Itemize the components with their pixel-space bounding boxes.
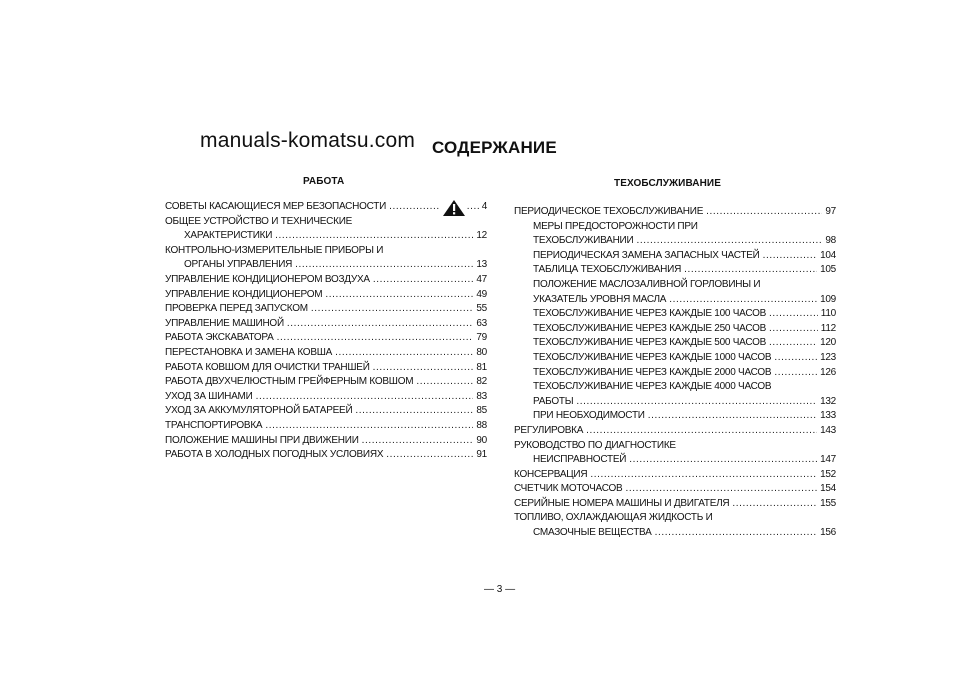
toc-entry-title: НЕИСПРАВНОСТЕЙ xyxy=(533,454,627,466)
toc-entry-page: 126 xyxy=(820,366,836,378)
watermark: manuals-komatsu.com xyxy=(200,129,416,152)
toc-entry[interactable] xyxy=(165,317,487,332)
dot-leader xyxy=(295,258,473,273)
toc-entry-title: ТЕХОБСЛУЖИВАНИЕ ЧЕРЕЗ КАЖДЫЕ 2000 ЧАСОВ xyxy=(533,366,772,378)
toc-entry-page: 110 xyxy=(820,308,836,320)
toc-entry-page: 81 xyxy=(476,361,487,373)
toc-entry[interactable] xyxy=(514,351,836,366)
toc-entry-title: КОНСЕРВАЦИЯ xyxy=(514,468,588,480)
toc-entry-title: ПЕРЕСТАНОВКА И ЗАМЕНА КОВША xyxy=(165,346,333,358)
toc-entry-page: 97 xyxy=(825,206,836,217)
toc-entry-title: УХОД ЗА АККУМУЛЯТОРНОЙ БАТАРЕЕЙ xyxy=(165,405,353,417)
toc-entry-title: ОБЩЕЕ УСТРОЙСТВО И ТЕХНИЧЕСКИЕ xyxy=(165,215,353,227)
toc-entry[interactable] xyxy=(165,361,487,376)
toc-entry[interactable] xyxy=(165,244,487,259)
section-heading-operation: РАБОТА xyxy=(303,176,345,187)
dot-leader xyxy=(769,336,817,351)
toc-entry[interactable] xyxy=(514,249,836,264)
dot-leader xyxy=(669,293,817,308)
toc-entry[interactable] xyxy=(165,288,487,303)
toc-entry-title: РЕГУЛИРОВКА xyxy=(514,424,584,436)
toc-entry-title: РАБОТА ЭКСКАВАТОРА xyxy=(165,332,274,344)
toc-entry[interactable] xyxy=(514,366,836,381)
page-title: СОДЕРЖАНИЕ xyxy=(432,138,557,157)
toc-entry[interactable] xyxy=(165,390,487,405)
dot-leader xyxy=(648,409,817,424)
toc-entry-page: 80 xyxy=(476,346,487,358)
dot-leader xyxy=(774,366,817,381)
toc-entry-page: 132 xyxy=(820,395,836,407)
toc-entry[interactable] xyxy=(514,293,836,308)
toc-entry-page: 143 xyxy=(820,424,836,436)
toc-entry-title: РУКОВОДСТВО ПО ДИАГНОСТИКЕ xyxy=(514,439,676,451)
toc-entry-title: ТРАНСПОРТИРОВКА xyxy=(165,419,263,431)
section-heading-maintenance: ТЕХОБСЛУЖИВАНИЕ xyxy=(614,178,721,189)
dot-leader xyxy=(386,448,473,463)
dot-leader xyxy=(373,273,474,288)
toc-entry-page: 79 xyxy=(476,332,487,344)
toc-entry-page: 105 xyxy=(820,264,836,276)
toc-entry[interactable] xyxy=(514,380,836,395)
toc-entry-title: ПЕРИОДИЧЕСКАЯ ЗАМЕНА ЗАПАСНЫХ ЧАСТЕЙ xyxy=(533,249,760,261)
toc-entry[interactable] xyxy=(514,234,836,249)
toc-entry-page: 90 xyxy=(476,434,487,446)
toc-entry-title: ПЕРИОДИЧЕСКОЕ ТЕХОБСЛУЖИВАНИЕ xyxy=(514,206,704,217)
toc-entry-page: 98 xyxy=(825,235,836,247)
toc-entry[interactable] xyxy=(514,424,836,439)
toc-entry-page: 47 xyxy=(476,273,487,285)
toc-entry-title: ТЕХОБСЛУЖИВАНИЕ ЧЕРЕЗ КАЖДЫЕ 1000 ЧАСОВ xyxy=(533,351,772,363)
dot-leader xyxy=(275,229,473,244)
toc-entry-page: 133 xyxy=(820,410,836,422)
toc-entry[interactable] xyxy=(165,273,487,288)
toc-entry[interactable] xyxy=(514,278,836,293)
toc-entry[interactable] xyxy=(514,336,836,351)
toc-entry-page: 147 xyxy=(820,454,836,466)
toc-entry-title: УХОД ЗА ШИНАМИ xyxy=(165,390,253,402)
dot-leader xyxy=(576,395,817,410)
toc-entry-page: 63 xyxy=(476,317,487,329)
dot-leader xyxy=(625,482,817,497)
toc-entry-title: СМАЗОЧНЫЕ ВЕЩЕСТВА xyxy=(533,527,652,539)
toc-entry[interactable] xyxy=(514,322,836,337)
toc-entry-page: 155 xyxy=(820,497,836,509)
toc-entry-title: ТЕХОБСЛУЖИВАНИЕ ЧЕРЕЗ КАЖДЫЕ 500 ЧАСОВ xyxy=(533,337,767,349)
toc-entry[interactable] xyxy=(514,307,836,322)
dot-leader xyxy=(769,307,818,322)
toc-entry-title: МЕРЫ ПРЕДОСТОРОЖНОСТИ ПРИ xyxy=(533,220,698,232)
toc-entry-page: 112 xyxy=(820,322,836,334)
toc-entry-title: СЧЕТЧИК МОТОЧАСОВ xyxy=(514,483,623,495)
toc-entry[interactable] xyxy=(514,205,836,220)
toc-entry-title: ТЕХОБСЛУЖИВАНИИ xyxy=(533,235,634,247)
toc-entry-title: ТОПЛИВО, ОХЛАЖДАЮЩАЯ ЖИДКОСТЬ И xyxy=(514,512,713,524)
toc-entry-title: РАБОТА ДВУХЧЕЛЮСТНЫМ ГРЕЙФЕРНЫМ КОВШОМ xyxy=(165,376,414,388)
toc-entry[interactable] xyxy=(165,258,487,273)
toc-entry-page: 4 xyxy=(481,201,487,212)
dot-leader xyxy=(636,234,822,249)
toc-entry-title: ТЕХОБСЛУЖИВАНИЕ ЧЕРЕЗ КАЖДЫЕ 250 ЧАСОВ xyxy=(533,322,767,334)
toc-entry[interactable] xyxy=(165,215,487,230)
toc-entry-title: УПРАВЛЕНИЕ МАШИНОЙ xyxy=(165,317,284,329)
dot-leader xyxy=(389,200,439,215)
toc-entry-title: ТАБЛИЦА ТЕХОБСЛУЖИВАНИЯ xyxy=(533,264,682,276)
toc-entry-title: ОРГАНЫ УПРАВЛЕНИЯ xyxy=(184,259,293,271)
toc-entry-title: ПОЛОЖЕНИЕ МАШИНЫ ПРИ ДВИЖЕНИИ xyxy=(165,434,359,446)
toc-entry[interactable] xyxy=(514,497,836,512)
toc-entry-page: 152 xyxy=(820,468,836,480)
dot-leader xyxy=(684,263,817,278)
dot-leader xyxy=(774,351,817,366)
toc-entry[interactable] xyxy=(165,200,487,215)
dot-leader xyxy=(732,497,817,512)
toc-entry-page: 55 xyxy=(476,303,487,315)
toc-entry[interactable] xyxy=(165,448,487,463)
toc-entry-page: 12 xyxy=(476,230,487,242)
toc-entry-page: 82 xyxy=(476,376,487,388)
dot-leader xyxy=(586,424,817,439)
toc-entry[interactable] xyxy=(165,229,487,244)
dot-leader xyxy=(325,288,473,303)
toc-entry[interactable] xyxy=(514,439,836,454)
dot-leader xyxy=(467,200,481,215)
dot-leader xyxy=(629,453,817,468)
toc-entry-title: РАБОТА В ХОЛОДНЫХ ПОГОДНЫХ УСЛОВИЯХ xyxy=(165,449,384,461)
toc-entry[interactable] xyxy=(165,302,487,317)
toc-entry-page: 154 xyxy=(820,483,836,495)
toc-entry-page: 120 xyxy=(820,337,836,349)
toc-entry-page: 13 xyxy=(476,259,487,271)
page-number: — 3 — xyxy=(484,584,516,595)
toc-entry-title: КОНТРОЛЬНО-ИЗМЕРИТЕЛЬНЫЕ ПРИБОРЫ И xyxy=(165,244,384,256)
dot-leader xyxy=(763,249,817,264)
toc-entry-page: 109 xyxy=(820,293,836,305)
toc-entry-page: 83 xyxy=(476,390,487,402)
toc-entry-title: ТЕХОБСЛУЖИВАНИЕ ЧЕРЕЗ КАЖДЫЕ 100 ЧАСОВ xyxy=(533,308,767,320)
toc-entry-page: 91 xyxy=(476,449,487,461)
toc-entry[interactable] xyxy=(165,375,487,390)
toc-entry-page: 123 xyxy=(820,351,836,363)
toc-entry[interactable] xyxy=(165,434,487,449)
toc-entry-title: ПОЛОЖЕНИЕ МАСЛОЗАЛИВНОЙ ГОРЛОВИНЫ И xyxy=(533,278,761,290)
toc-entry[interactable] xyxy=(165,419,487,434)
toc-entry[interactable] xyxy=(514,220,836,235)
dot-leader xyxy=(769,322,818,337)
toc-entry-title: РАБОТА КОВШОМ ДЛЯ ОЧИСТКИ ТРАНШЕЙ xyxy=(165,361,370,373)
toc-entry-title: РАБОТЫ xyxy=(533,395,574,407)
toc-entry[interactable] xyxy=(165,331,487,346)
toc-entry[interactable] xyxy=(514,395,836,410)
toc-entry-title: УПРАВЛЕНИЕ КОНДИЦИОНЕРОМ ВОЗДУХА xyxy=(165,273,370,285)
toc-entry[interactable] xyxy=(514,526,836,541)
toc-entry[interactable] xyxy=(514,511,836,526)
toc-entry-title: ТЕХОБСЛУЖИВАНИЕ ЧЕРЕЗ КАЖДЫЕ 4000 ЧАСОВ xyxy=(533,381,772,393)
dot-leader xyxy=(590,468,817,483)
toc-entry-title: ПРИ НЕОБХОДИМОСТИ xyxy=(533,410,645,422)
toc-entry[interactable] xyxy=(514,482,836,497)
dot-leader xyxy=(265,419,473,434)
toc-entry-page: 49 xyxy=(476,288,487,300)
dot-leader xyxy=(355,404,473,419)
toc-left-column xyxy=(165,200,487,463)
toc-entry[interactable] xyxy=(514,263,836,278)
dot-leader xyxy=(373,361,474,376)
toc-entry-page: 156 xyxy=(820,527,836,539)
toc-entry-page: 88 xyxy=(476,419,487,431)
toc-entry[interactable] xyxy=(514,453,836,468)
dot-leader xyxy=(256,390,474,405)
dot-leader xyxy=(311,302,473,317)
toc-entry[interactable] xyxy=(514,468,836,483)
dot-leader xyxy=(362,434,474,449)
toc-entry-title: УПРАВЛЕНИЕ КОНДИЦИОНЕРОМ xyxy=(165,288,323,300)
toc-entry[interactable] xyxy=(165,404,487,419)
toc-entry-title: УКАЗАТЕЛЬ УРОВНЯ МАСЛА xyxy=(533,293,667,305)
dot-leader xyxy=(287,317,473,332)
toc-entry-title: ПРОВЕРКА ПЕРЕД ЗАПУСКОМ xyxy=(165,303,308,315)
toc-entry-title: СОВЕТЫ КАСАЮЩИЕСЯ МЕР БЕЗОПАСНОСТИ xyxy=(165,201,387,212)
toc-entry-page: 104 xyxy=(820,249,836,261)
toc-right-column xyxy=(514,205,836,541)
warning-icon xyxy=(443,200,465,216)
toc-entry[interactable] xyxy=(165,346,487,361)
dot-leader xyxy=(277,331,474,346)
toc-entry-title: СЕРИЙНЫЕ НОМЕРА МАШИНЫ И ДВИГАТЕЛЯ xyxy=(514,497,730,509)
dot-leader xyxy=(335,346,473,361)
toc-entry[interactable] xyxy=(514,409,836,424)
toc-entry-title: ХАРАКТЕРИСТИКИ xyxy=(184,230,273,242)
toc-entry-page: 85 xyxy=(476,405,487,417)
dot-leader xyxy=(416,375,473,390)
dot-leader xyxy=(706,205,822,220)
dot-leader xyxy=(655,526,818,541)
